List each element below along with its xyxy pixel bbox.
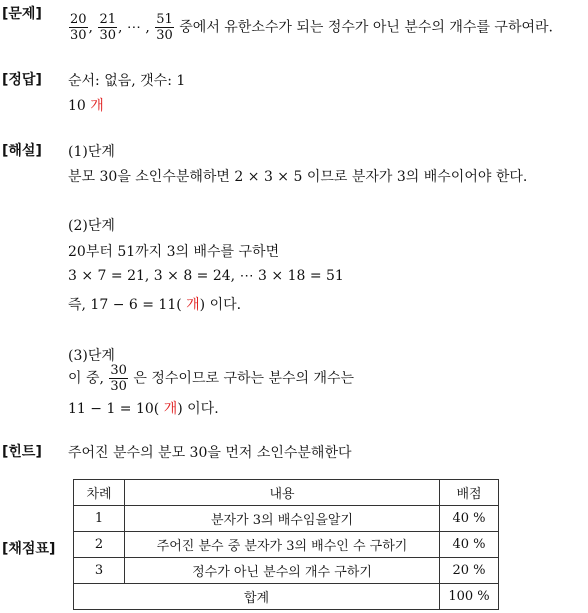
step1-title: (1)단계 [68, 144, 115, 160]
step2-text1: 20부터 51까지 3의 배수를 구하면 [68, 244, 280, 260]
step3-title: (3)단계 [68, 348, 115, 364]
step3-text2: 11 − 1 = 10( 개) 이다. [68, 401, 219, 417]
table-row [74, 558, 499, 584]
table-row [74, 532, 499, 558]
step3-text1: 이 중, $\frac{30}{30}$ 은 정수이므로 구하는 분수의 개수는 [68, 363, 355, 394]
total-value: 100 % [440, 584, 499, 610]
problem-text: 중에서 유한소수가 되는 정수가 아닌 분수의 개수를 구하여라. [179, 19, 553, 36]
header-content: 내용 [125, 480, 440, 506]
row-score: 40 % [440, 506, 499, 532]
hint-label: [힌트] [2, 444, 42, 460]
step2-text2: 3 × 7 = 21, 3 × 8 = 24, ⋯ 3 × 18 = 51 [68, 268, 344, 284]
hint-text: 주어진 분수의 분모 30을 먼저 소인수분해한다 [68, 445, 352, 461]
table-row [74, 506, 499, 532]
header-order: 차례 [74, 480, 125, 506]
total-label: 합계 [74, 584, 440, 610]
row-score: 20 % [440, 558, 499, 584]
step2-text3: 즉, 17 − 6 = 11( 개) 이다. [68, 297, 242, 313]
step1-text: 분모 30을 소인수분해하면 2 × 3 × 5 이므로 분자가 3의 배수이어야 한다. [68, 169, 528, 185]
row-content: 정수가 아닌 분수의 개수 구하기 [125, 558, 440, 584]
grading-table [73, 479, 499, 610]
row-content: 분자가 3의 배수임을알기 [125, 506, 440, 532]
answer-value: 10 개 [68, 98, 104, 114]
step2-title: (2)단계 [68, 218, 115, 234]
answer-unit: 개 [90, 98, 104, 114]
problem-label: [문제] [2, 6, 42, 22]
fraction-20-30: $\frac{20}{30}$ [70, 12, 87, 43]
row-order: 2 [74, 532, 125, 558]
grading-label: [채점표] [2, 541, 56, 557]
fraction-30-30: $\frac{30}{30}$ [110, 363, 127, 394]
row-content: 주어진 분수 중 분자가 3의 배수인 수 구하기 [125, 532, 440, 558]
solution-label: [해설] [2, 143, 42, 159]
fraction-21-30: $\frac{21}{30}$ [99, 12, 116, 43]
header-score: 배점 [440, 480, 499, 506]
row-order: 3 [74, 558, 125, 584]
answer-line: 순서: 없음, 갯수: 1 [68, 73, 186, 89]
fraction-51-30: $\frac{51}{30}$ [156, 12, 173, 43]
grading-header-row [74, 480, 499, 506]
row-order: 1 [74, 506, 125, 532]
total-row [74, 584, 499, 610]
answer-label: [정답] [2, 72, 42, 88]
row-score: 40 % [440, 532, 499, 558]
problem-statement: $\frac{20}{30}$ , $\frac{21}{30}$ , ⋯ , $\frac{51}{30}$ 중에서 유한소수가 되는 정수가 아닌 분수의 개수를 구하여라. [70, 12, 553, 43]
